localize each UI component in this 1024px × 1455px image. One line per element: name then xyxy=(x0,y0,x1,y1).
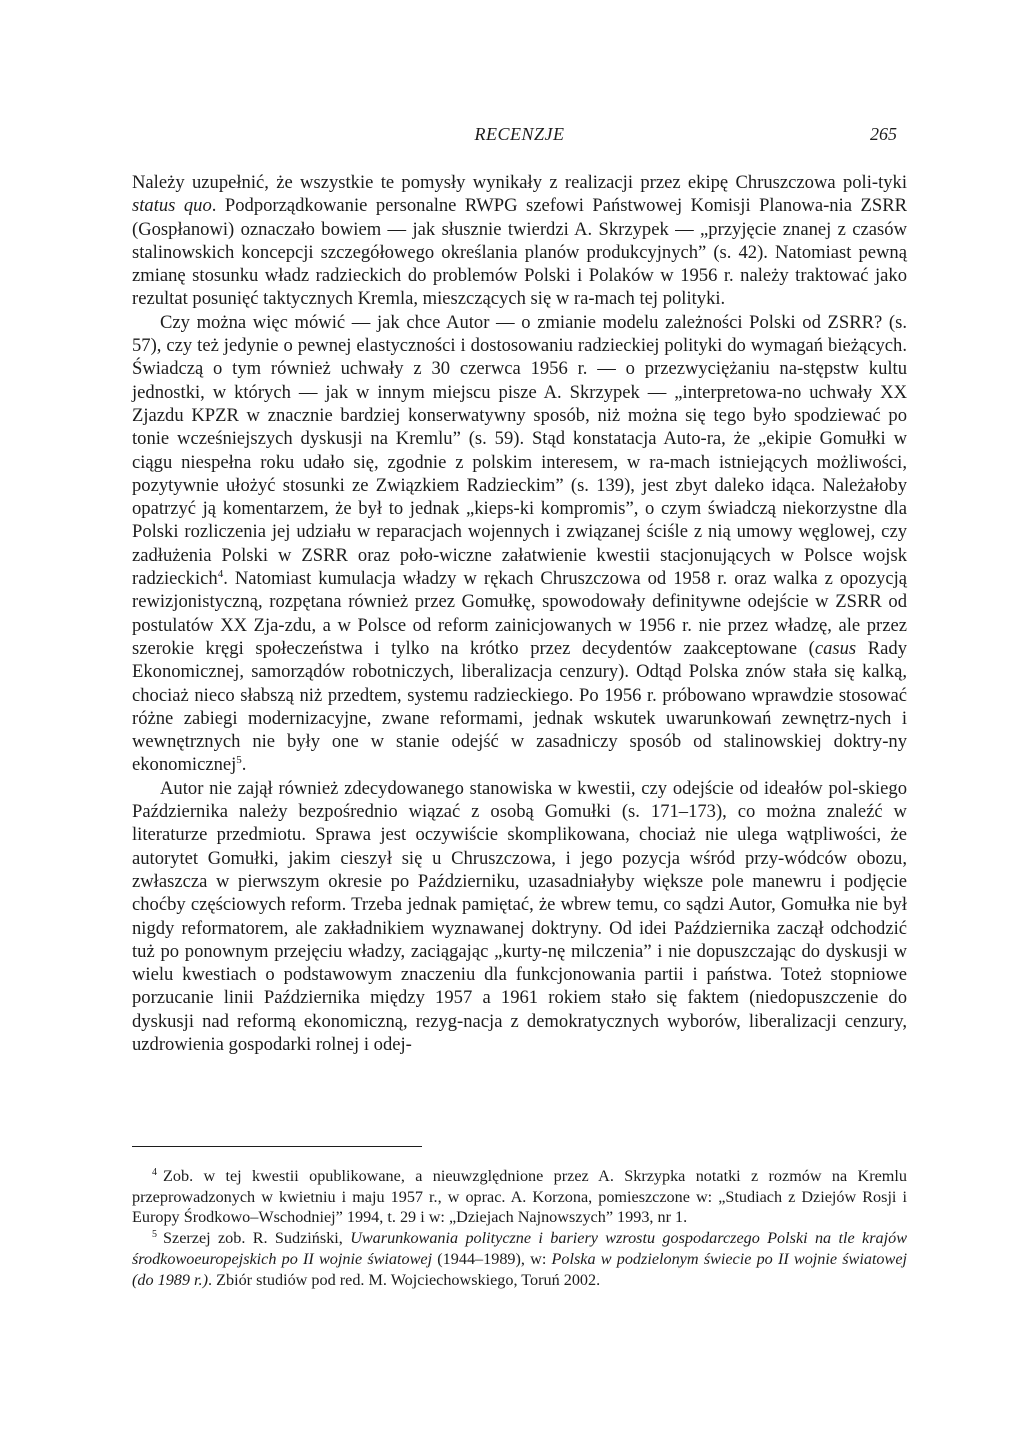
section-title: RECENZJE xyxy=(474,124,565,144)
footnote-text: Zob. w tej kwestii opublikowane, a nieuwzględnione przez A. Skrzypka notatki z rozmów na Kremlu przeprowadzonych w kwietniu i maju 1957 r., w oprac. A. Korzona, pomieszczone w: „Studiach z Dziejów Rosji i Europy Środkowo–Wschodniej” 1994, t. 29 i w: „Dziejach Najnowszych” 1993, nr 1. xyxy=(132,1167,907,1227)
running-header xyxy=(132,124,907,150)
footnotes xyxy=(132,1166,907,1290)
paragraph-1 xyxy=(132,171,907,311)
footnote-ref-4[interactable]: 4 xyxy=(217,567,224,580)
italic-term: casus xyxy=(814,637,857,659)
citation-title: Polska w podzielonym świecie po II wojnie światowej (do 1989 r.) xyxy=(132,1249,908,1289)
text-run: . Natomiast kumulacja władzy w rękach Chruszczowa od 1958 r. oraz walka z opozycją rewizjonistyczną, rozpętana również przez Gomułkę, spowodowały definitywne odejście w ZSRR od postulatów XX Zja-zdu, a w Polsce od reform zainicjowanych w 1956 r. nie przez władzę, ale przez szerokie kręgi społeczeństwa i tylko na krótko przez decydentów zaakceptowane ( xyxy=(132,568,907,659)
italic-term: status quo xyxy=(132,195,212,217)
footnote-5 xyxy=(132,1228,907,1290)
page-number: 265 xyxy=(870,124,897,144)
footnote-mark: 5 xyxy=(152,1228,157,1240)
text-run: Autor nie zajął również zdecydowanego stanowiska w kwestii, czy odejście od ideałów pol-skiego Października należy bezpośrednio wiązać z osobą Gomułki (s. 171–173), co można znaleźć w literaturze przedmiotu. Sprawa jest oczywiście skomplikowana, chociaż nie ulega wątpliwości, że autorytet Gomułki, jakim cieszył się u Chruszczowa, i jego pozycja wśród przy-wódców obozu, zwłaszcza w pierwszym okresie po Październiku, uzasadniałyby większe pole manewru i podjęcie choćby częściowych reform. Trzeba jednak pamiętać, że wbrew temu, co sądzi Autor, Gomułka nie był nigdy reformatorem, ale zakładnikiem wyznawanej doktryny. Od idei Października zaczął odchodzić tuż po ponownym przejęciu władzy, zaciągając „kurty-nę milczenia” i nie dopuszczając do dyskusji w wielu kwestiach o podstawowym znaczeniu dla funkcjonowania partii i państwa. Toteż stopniowe porzucanie linii Października między 1957 a 1961 rokiem stało się faktem (niedopuszczenie do dyskusji nad reformą ekonomiczną, rezyg-nacja z demokratycznych wyborów, liberalizacji cenzury, uzdrowienia gospodarki rolnej i odej- xyxy=(132,777,907,1055)
footnote-4 xyxy=(132,1166,907,1228)
text-run: Należy uzupełnić, że wszystkie te pomysły wynikały z realizacji przez ekipę Chruszczowa poli-tyki xyxy=(132,172,907,193)
footnote-ref-5[interactable]: 5 xyxy=(236,754,242,767)
footnote-text: (1944–1989), w: xyxy=(432,1249,552,1268)
body-text xyxy=(132,171,907,1056)
paragraph-3 xyxy=(132,777,907,1057)
text-run: . Podporządkowanie personalne RWPG szefowi Państwowej Komisji Planowa-nia ZSRR (Gospłanowi) oznaczało bowiem — jak słusznie twierdzi A. Skrzypek — „przyjęcie znanej z czasów stalinowskich koncepcji szczegółowego określania planów produkcyjnych” (s. 42). Natomiast pewną zmianę stosunku władz radzieckich do problemów Polski i Polaków w 1956 r. należy traktować jako rezultat posunięć taktycznych Kremla, mieszczących się w ra-mach tej polityki. xyxy=(132,195,907,310)
footnote-text: . Zbiór studiów pod red. M. Wojciechowskiego, Toruń 2002. xyxy=(208,1270,601,1289)
footnote-text: Szerzej zob. R. Sudziński, xyxy=(163,1229,351,1248)
text-run: Rady Ekonomicznej, samorządów robotniczych, liberalizacja cenzury). Odtąd Polska znów stała się kalką, chociaż nieco słabszą niż przedtem, systemu radzieckiego. Po 1956 r. próbowano wprawdzie stosować różne zabiegi modernizacyjne, zwane reformami, jednak wskutek uwarunkowań zewnętrz-nych i wewnętrznych nie były one w stanie odejść w zasadniczy sposób od stalinowskiej doktry-ny ekonomicznej xyxy=(132,637,907,776)
citation-title: Uwarunkowania polityczne i bariery wzrostu gospodarczego Polski na tle krajów środkowoeuropejskich po II wojnie światowej xyxy=(132,1229,907,1268)
text-run: . xyxy=(241,754,247,776)
paragraph-2 xyxy=(132,311,907,777)
text-run: Czy można więc mówić — jak chce Autor — o zmianie modelu zależności Polski od ZSRR? (s. 57), czy też jedynie o pewnej elastyczności i dostosowaniu radzieckiej polityki do wymagań bieżących. Świadczą o tym również uchwały z 30 czerwca 1956 r. — o przezwyciężaniu na-stępstw kultu jednostki, w których — jak w innym miejscu pisze A. Skrzypek — „interpretowa-no uchwały XX Zjazdu KPZR w znacznie bardziej konserwatywny sposób, niż można się tego było spodziewać po tonie wcześniejszych dyskusji na Kremlu” (s. 59). Stąd konstatacja Auto-ra, że „ekipie Gomułki w ciągu niespełna roku udało się, zgodnie z polskim interesem, w ra-mach istniejących możliwości, pozytywnie ułożyć stosunki ze Związkiem Radzieckim” (s. 139), jest zbyt daleko idąca. Należałoby opatrzyć ją komentarzem, że był to jednak „kieps-ki kompromis”, o czym świadczą niekorzystne dla Polski rozliczenia jej udziału w reparacjach wojennych i związanej ściśle z nią umowy węglowej, czy zadłużenia Polski w ZSRR oraz poło-wiczne załatwienie kwestii stacjonujących w Polsce wojsk radzieckich xyxy=(132,311,907,590)
footnote-mark: 4 xyxy=(152,1166,157,1178)
footnote-divider xyxy=(132,1146,422,1147)
